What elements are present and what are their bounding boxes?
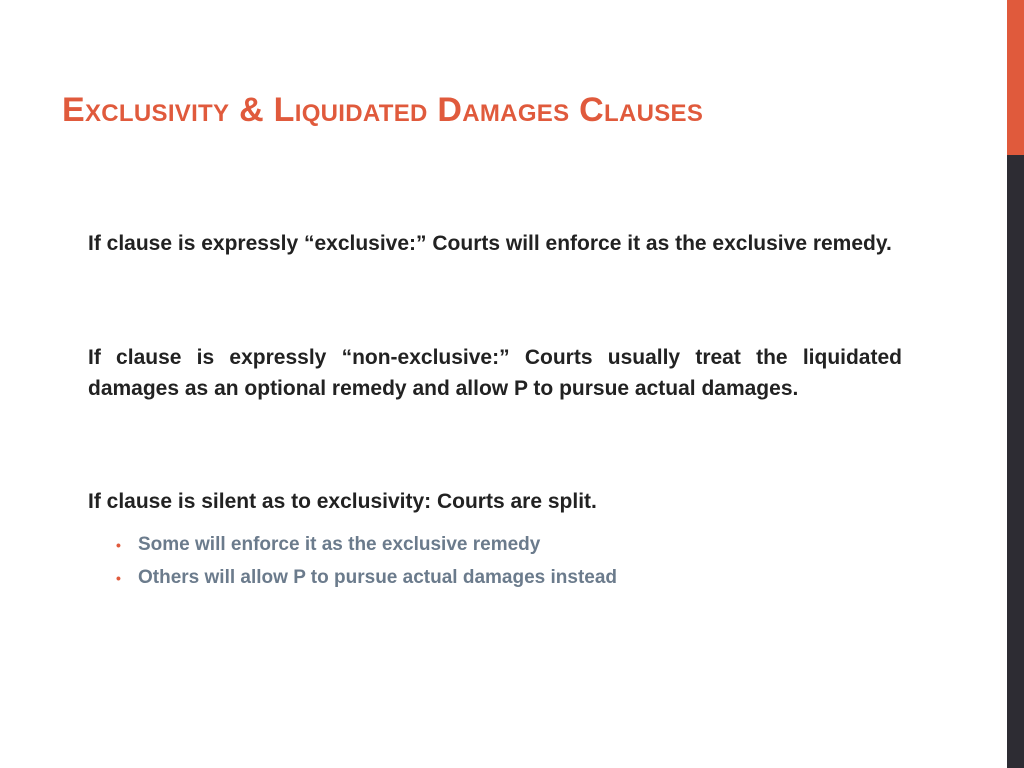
bullet-icon: • xyxy=(116,537,121,553)
list-item xyxy=(116,563,617,593)
paragraph-exclusive: If clause is expressly “exclusive:” Courts will enforce it as the exclusive remedy. xyxy=(88,232,892,255)
accent-bar-bottom xyxy=(1007,155,1024,768)
bullet-icon: • xyxy=(116,570,121,586)
list-item xyxy=(116,530,617,560)
accent-bar-top xyxy=(1007,0,1024,155)
bullet-text: Others will allow P to pursue actual damages instead xyxy=(138,567,618,588)
paragraph-silent: If clause is silent as to exclusivity: Courts are split. xyxy=(88,490,597,513)
slide-title: Exclusivity & Liquidated Damages Clauses xyxy=(62,91,704,129)
paragraph-non-exclusive: If clause is expressly “non-exclusive:” Courts usually treat the liquidated damages as an optional remedy and allow P to pursue actual damages. xyxy=(88,346,902,400)
bullet-list xyxy=(116,530,617,596)
bullet-text: Some will enforce it as the exclusive remedy xyxy=(138,534,541,555)
